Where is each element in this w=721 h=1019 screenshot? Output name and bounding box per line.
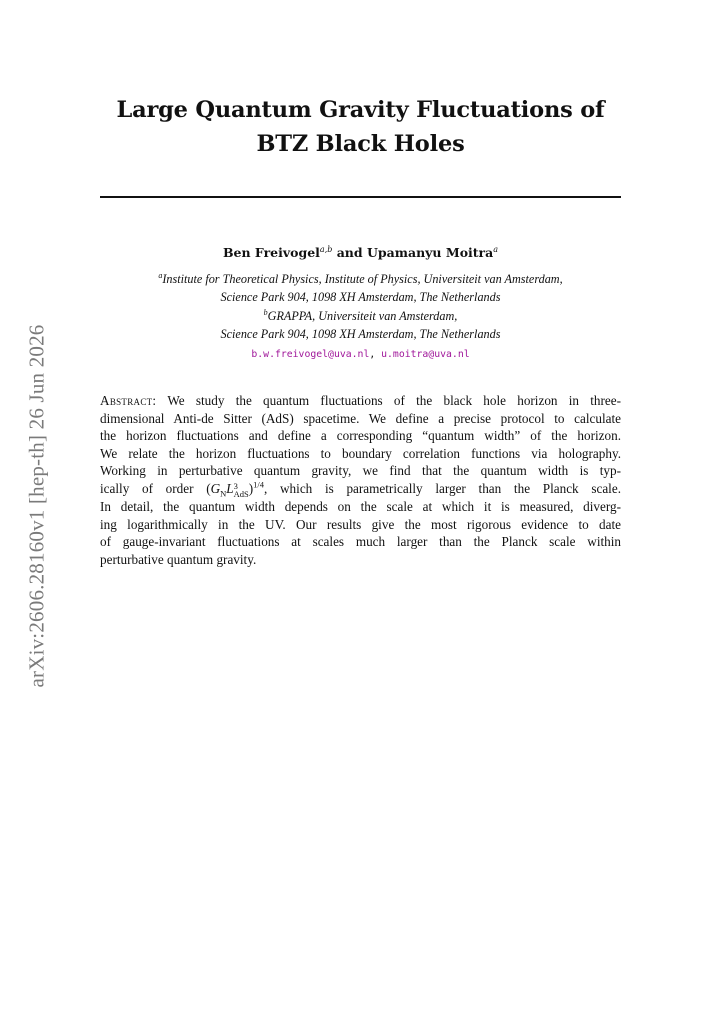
formula-l-indices: 3 AdS <box>233 480 249 499</box>
author-freivogel-affil: a,b <box>319 245 333 254</box>
email-separator: , <box>369 349 382 360</box>
abstract-line-5: Working in perturbative quantum gravity, we find that the quantum width is typ- <box>100 463 621 479</box>
affiliation-a-mark: a <box>158 271 163 280</box>
abstract-line-4: We relate the horizon fluctuations to boundary correlation functions via holography. <box>100 445 621 461</box>
affiliation-b-line2: Science Park 904, 1098 XH Amsterdam, The Netherlands <box>220 327 501 342</box>
formula-exponent: 1/4 <box>253 479 265 490</box>
abstract-line-10: perturbative quantum gravity. <box>100 551 257 567</box>
abstract-line-8: ing logarithmically in the UV. Our results give the most rigorous evidence to date <box>100 516 621 532</box>
affiliation-b <box>100 304 621 343</box>
email-moitra[interactable]: u.moitra@uva.nl <box>381 349 470 360</box>
author-moitra-affil: a <box>493 245 499 254</box>
author-moitra: Upamanyu Moitra <box>367 245 494 261</box>
abstract-line-2: dimensional Anti-de Sitter (AdS) spacetime. We define a precise protocol to calculate <box>100 410 621 426</box>
abstract <box>100 392 621 568</box>
abstract-line-6: ically of order ($G_NL$ 3 AdS )$^{1/4}$, which is parametrically larger than the Planck scale. <box>100 479 621 499</box>
affiliation-a <box>100 267 621 306</box>
email-list <box>100 347 621 363</box>
affiliation-b-mark: b <box>263 308 268 317</box>
title-line-2: BTZ Black Holes <box>256 131 465 157</box>
affiliation-a-line1: Institute for Theoretical Physics, Institute of Physics, Universiteit van Amsterdam, <box>162 272 563 287</box>
author-list <box>100 241 621 262</box>
affiliation-b-line1: GRAPPA, Universiteit van Amsterdam, <box>267 309 458 324</box>
author-freivogel: Ben Freivogel <box>222 245 320 261</box>
abstract-label: Abstract: <box>100 393 157 408</box>
formula-l: L <box>226 480 234 496</box>
title-rule <box>100 196 621 198</box>
abstract-line-9: of gauge-invariant fluctuations at scales much larger than the Planck scale within <box>100 534 621 550</box>
arxiv-stamp: arXiv:2606.28160v1 [hep-th] 26 Jun 2026 <box>24 324 49 688</box>
abstract-line-1: Abstract: We study the quantum fluctuations of the black hole horizon in three- <box>100 393 621 408</box>
title-line-1: Large Quantum Gravity Fluctuations of <box>116 97 605 123</box>
paper-title <box>100 93 621 161</box>
email-freivogel[interactable]: b.w.freivogel@uva.nl <box>251 349 370 360</box>
abstract-line-3: the horizon fluctuations and define a corresponding “quantum width” of the horizon. <box>100 428 621 444</box>
affiliation-a-line2: Science Park 904, 1098 XH Amsterdam, The Netherlands <box>220 290 501 305</box>
formula-g: G <box>210 480 221 496</box>
author-conjunction: and <box>332 245 367 261</box>
abstract-line-7: In detail, the quantum width depends on the scale at which it is measured, diverg- <box>100 498 621 514</box>
formula-n-sub: N <box>220 488 227 499</box>
